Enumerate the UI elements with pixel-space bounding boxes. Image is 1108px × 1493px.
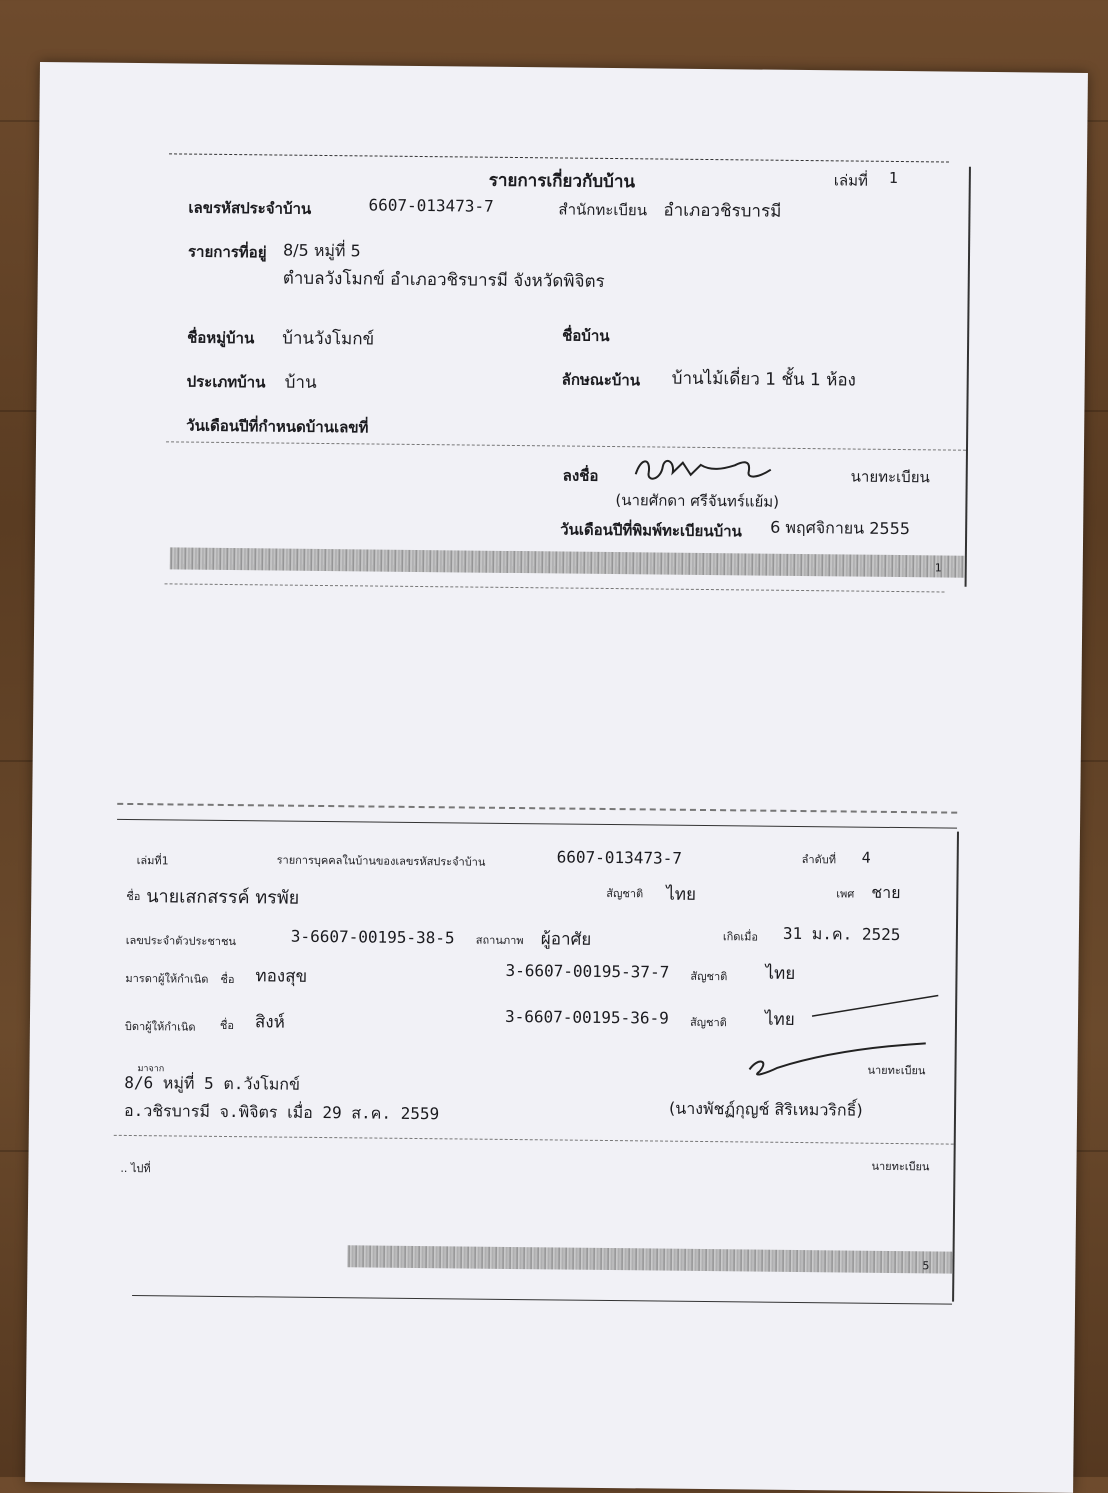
house-style: บ้านไม้เดี่ยว 1 ชั้น 1 ห้อง [671,368,857,391]
person-page-number: 5 [922,1259,930,1273]
father-nat: ไทย [764,1009,795,1030]
name-label: ชื่อ [126,889,141,904]
date-assigned-label: วันเดือนปีที่กำหนดบ้านเลขที่ [186,416,369,437]
father-name: สิงห์ [254,1012,285,1033]
house-id-label: เลขรหัสประจำบ้าน [188,198,312,218]
person-right-border [952,832,959,1302]
born-date: 31 ม.ค. 2525 [782,923,901,945]
office: อำเภอวชิรบารมี [663,200,782,222]
moved-from-label: มาจาก [137,1064,165,1075]
status-label: สถานภาพ [475,933,524,948]
person-sign-divider [114,1135,954,1145]
mother-label: มารดาผู้ให้กำเนิด [125,971,209,986]
born-label: เกิดเมื่อ [722,930,759,944]
volume-label: เล่มที่ [833,171,869,190]
mother-nat: ไทย [765,963,796,984]
house-name-label: ชื่อบ้าน [562,326,610,345]
top-divider [169,153,949,162]
address-line2: ตำบลวังโมกข์ อำเภอวชิรบารมี จังหวัดพิจิตร [282,268,605,292]
person-top-rule [117,819,957,829]
address-line1: 8/5 หมู่ที่ 5 [282,240,361,261]
mother-id: 3-6607-00195-37-7 [505,960,670,982]
office-label: สำนักทะเบียน [558,200,648,220]
scan-noise-band [170,547,965,577]
father-nat-label: สัญชาติ [689,1015,727,1030]
person-registrar-title-2: นายทะเบียน [871,1159,930,1174]
volume-no: 1 [888,168,898,187]
id-no: 3-6607-00195-38-5 [290,926,455,948]
order-label: ลำดับที่ [801,853,837,867]
address-label: รายการที่อยู่ [187,242,267,262]
house-record-section [40,62,1088,575]
person-bottom-rule [132,1295,952,1305]
house-id: 6607-013473-7 [368,195,494,216]
registrar-title: นายทะเบียน [850,467,930,487]
registrar-signature [631,452,781,488]
person-registrar-name: (นางพัชฏ์กุญช์ สิริเหมวริกธิ์) [668,1098,863,1120]
sign-divider [166,441,966,450]
person-name: นายเสกสรรค์ ทรพัย [146,886,300,909]
father-label: บิดาผู้ให้กำเนิด [124,1019,196,1034]
father-name-label: ชื่อ [219,1018,235,1033]
nationality-label: สัญชาติ [606,886,644,901]
id-label: เลขประจำตัวประชาชน [125,933,237,949]
person-house-id: 6607-013473-7 [556,847,683,868]
pen-mark [810,990,940,1021]
person-volume: เล่มที่1 [136,854,169,868]
print-date-label: วันเดือนปีที่พิมพ์ทะเบียนบ้าน [560,520,742,541]
right-border [965,167,971,587]
person-top-divider [117,803,957,814]
order-no: 4 [861,848,871,867]
house-type-label: ประเภทบ้าน [186,372,266,392]
father-id: 3-6607-00195-36-9 [504,1006,669,1028]
village: บ้านวังโมกข์ [282,328,375,350]
moved-from-line1: 8/6 หมู่ที่ 5 ต.วังโมกข์ [124,1072,301,1094]
moved-from-line2: อ.วชิรบารมี จ.พิจิตร เมื่อ 29 ส.ค. 2559 [123,1100,440,1124]
person-list-title: รายการบุคคลในบ้านของเลขรหัสประจำบ้าน [276,853,486,869]
person-scan-noise [347,1245,952,1273]
mother-nat-label: สัญชาติ [690,969,728,984]
moved-to-label: .. ไปที่ [120,1161,151,1176]
bottom-edge [165,583,945,592]
registrar-name: (นายศักดา ศรีจันทร์แย้ม) [615,491,780,511]
mother-name: ทองสุข [255,966,308,987]
nationality: ไทย [666,884,697,905]
print-date: 6 พฤศจิกายน 2555 [770,517,911,539]
page-number: 1 [934,561,942,575]
village-label: ชื่อหมู่บ้าน [187,328,255,348]
sex: ชาย [871,882,901,903]
mother-name-label: ชื่อ [220,972,235,987]
sex-label: เพศ [836,887,855,901]
status: ผู้อาศัย [540,929,592,950]
house-type: บ้าน [284,372,317,393]
house-record-title: รายการเกี่ยวกับบ้าน [488,170,636,193]
document-paper [25,62,1088,1493]
person-registrar-title: นายทะเบียน [867,1063,926,1078]
house-style-label: ลักษณะบ้าน [561,370,641,390]
sign-label: ลงชื่อ [562,466,599,485]
